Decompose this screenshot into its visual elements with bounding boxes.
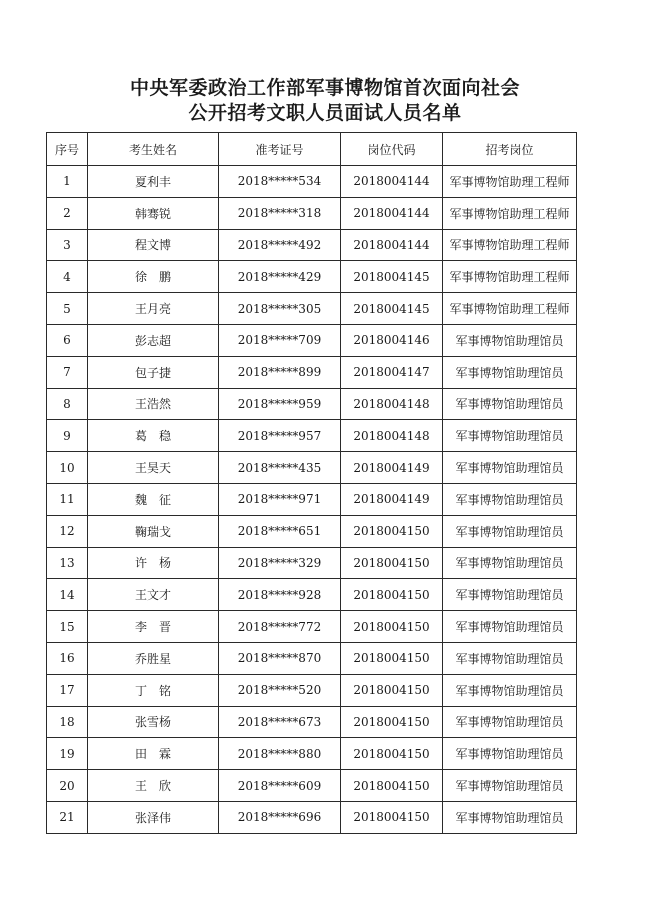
cell-name: 彭志超 (88, 324, 219, 356)
cell-name: 魏 征 (88, 483, 219, 515)
cell-name: 韩骞锐 (88, 197, 219, 229)
table-row (47, 388, 577, 420)
cell-name: 王文才 (88, 579, 219, 611)
cell-name: 程文博 (88, 229, 219, 261)
cell-seq: 10 (47, 452, 88, 484)
cell-seq: 4 (47, 261, 88, 293)
cell-ticket-no: 2018*****609 (219, 770, 341, 802)
cell-ticket-no: 2018*****435 (219, 452, 341, 484)
cell-seq: 1 (47, 166, 88, 198)
cell-position: 军事博物馆助理馆员 (443, 801, 577, 833)
table-row (47, 452, 577, 484)
cell-seq: 6 (47, 324, 88, 356)
cell-name: 葛 稳 (88, 420, 219, 452)
cell-position-code: 2018004144 (341, 197, 443, 229)
cell-name: 王浩然 (88, 388, 219, 420)
cell-ticket-no: 2018*****709 (219, 324, 341, 356)
cell-ticket-no: 2018*****651 (219, 515, 341, 547)
cell-position-code: 2018004150 (341, 547, 443, 579)
cell-ticket-no: 2018*****534 (219, 166, 341, 198)
table-row (47, 515, 577, 547)
cell-ticket-no: 2018*****429 (219, 261, 341, 293)
cell-seq: 14 (47, 579, 88, 611)
cell-position-code: 2018004146 (341, 324, 443, 356)
interview-roster-table (46, 132, 577, 834)
cell-ticket-no: 2018*****696 (219, 801, 341, 833)
cell-ticket-no: 2018*****492 (219, 229, 341, 261)
cell-position: 军事博物馆助理馆员 (443, 356, 577, 388)
cell-position: 军事博物馆助理工程师 (443, 293, 577, 325)
cell-ticket-no: 2018*****957 (219, 420, 341, 452)
cell-position-code: 2018004150 (341, 674, 443, 706)
cell-position: 军事博物馆助理馆员 (443, 324, 577, 356)
cell-ticket-no: 2018*****305 (219, 293, 341, 325)
cell-name: 王月亮 (88, 293, 219, 325)
cell-position: 军事博物馆助理工程师 (443, 229, 577, 261)
table-row (47, 547, 577, 579)
cell-position: 军事博物馆助理馆员 (443, 706, 577, 738)
table-row (47, 261, 577, 293)
title-line-2: 公开招考文职人员面试人员名单 (188, 102, 462, 124)
cell-seq: 21 (47, 801, 88, 833)
cell-position-code: 2018004147 (341, 356, 443, 388)
table-row (47, 420, 577, 452)
cell-seq: 11 (47, 483, 88, 515)
cell-ticket-no: 2018*****870 (219, 642, 341, 674)
cell-seq: 15 (47, 611, 88, 643)
cell-ticket-no: 2018*****772 (219, 611, 341, 643)
cell-name: 鞠瑞戈 (88, 515, 219, 547)
cell-position: 军事博物馆助理馆员 (443, 452, 577, 484)
cell-ticket-no: 2018*****928 (219, 579, 341, 611)
cell-position-code: 2018004150 (341, 738, 443, 770)
header-position-code: 岗位代码 (341, 133, 443, 166)
cell-name: 丁 铭 (88, 674, 219, 706)
table-row (47, 197, 577, 229)
table-row (47, 356, 577, 388)
cell-ticket-no: 2018*****899 (219, 356, 341, 388)
cell-position: 军事博物馆助理馆员 (443, 515, 577, 547)
cell-name: 张泽伟 (88, 801, 219, 833)
cell-position-code: 2018004144 (341, 166, 443, 198)
cell-position: 军事博物馆助理馆员 (443, 483, 577, 515)
cell-ticket-no: 2018*****318 (219, 197, 341, 229)
cell-name: 张雪杨 (88, 706, 219, 738)
table-row (47, 770, 577, 802)
cell-position: 军事博物馆助理馆员 (443, 579, 577, 611)
cell-position-code: 2018004150 (341, 515, 443, 547)
cell-name: 李 晋 (88, 611, 219, 643)
cell-seq: 9 (47, 420, 88, 452)
header-row (47, 133, 577, 166)
cell-position-code: 2018004145 (341, 261, 443, 293)
cell-position-code: 2018004150 (341, 611, 443, 643)
cell-seq: 17 (47, 674, 88, 706)
cell-name: 夏利丰 (88, 166, 219, 198)
cell-position: 军事博物馆助理馆员 (443, 674, 577, 706)
cell-position-code: 2018004148 (341, 420, 443, 452)
cell-position: 军事博物馆助理工程师 (443, 261, 577, 293)
cell-ticket-no: 2018*****673 (219, 706, 341, 738)
cell-position: 军事博物馆助理馆员 (443, 642, 577, 674)
cell-position-code: 2018004149 (341, 452, 443, 484)
table-row (47, 674, 577, 706)
header-position: 招考岗位 (443, 133, 577, 166)
table-row (47, 324, 577, 356)
cell-position: 军事博物馆助理馆员 (443, 388, 577, 420)
table-row (47, 166, 577, 198)
cell-position: 军事博物馆助理馆员 (443, 611, 577, 643)
cell-position-code: 2018004150 (341, 579, 443, 611)
cell-seq: 5 (47, 293, 88, 325)
cell-position-code: 2018004145 (341, 293, 443, 325)
title-line-1: 中央军委政治工作部军事博物馆首次面向社会 (129, 77, 520, 99)
header-ticket-no: 准考证号 (219, 133, 341, 166)
cell-ticket-no: 2018*****880 (219, 738, 341, 770)
cell-name: 乔胜星 (88, 642, 219, 674)
cell-position-code: 2018004150 (341, 642, 443, 674)
table-row (47, 611, 577, 643)
cell-name: 包子捷 (88, 356, 219, 388)
table-row (47, 801, 577, 833)
cell-position: 军事博物馆助理工程师 (443, 166, 577, 198)
cell-name: 许 杨 (88, 547, 219, 579)
table-row (47, 293, 577, 325)
cell-seq: 7 (47, 356, 88, 388)
table-row (47, 642, 577, 674)
cell-position-code: 2018004150 (341, 801, 443, 833)
cell-seq: 2 (47, 197, 88, 229)
cell-position: 军事博物馆助理馆员 (443, 738, 577, 770)
cell-ticket-no: 2018*****329 (219, 547, 341, 579)
cell-seq: 16 (47, 642, 88, 674)
cell-seq: 12 (47, 515, 88, 547)
table-row (47, 738, 577, 770)
cell-position: 军事博物馆助理馆员 (443, 547, 577, 579)
document-title (0, 76, 650, 126)
cell-seq: 20 (47, 770, 88, 802)
cell-seq: 18 (47, 706, 88, 738)
cell-position-code: 2018004150 (341, 770, 443, 802)
table-row (47, 706, 577, 738)
table-row (47, 229, 577, 261)
cell-position-code: 2018004148 (341, 388, 443, 420)
cell-seq: 8 (47, 388, 88, 420)
header-seq: 序号 (47, 133, 88, 166)
cell-position: 军事博物馆助理工程师 (443, 197, 577, 229)
table-header (47, 133, 577, 166)
table-body (47, 166, 577, 834)
cell-name: 王昊天 (88, 452, 219, 484)
header-name: 考生姓名 (88, 133, 219, 166)
table-row (47, 579, 577, 611)
cell-seq: 3 (47, 229, 88, 261)
cell-seq: 19 (47, 738, 88, 770)
cell-position: 军事博物馆助理馆员 (443, 420, 577, 452)
cell-ticket-no: 2018*****959 (219, 388, 341, 420)
cell-name: 徐 鹏 (88, 261, 219, 293)
cell-position-code: 2018004149 (341, 483, 443, 515)
cell-ticket-no: 2018*****520 (219, 674, 341, 706)
cell-position-code: 2018004144 (341, 229, 443, 261)
cell-ticket-no: 2018*****971 (219, 483, 341, 515)
cell-name: 王 欣 (88, 770, 219, 802)
cell-position-code: 2018004150 (341, 706, 443, 738)
cell-position: 军事博物馆助理馆员 (443, 770, 577, 802)
table-row (47, 483, 577, 515)
cell-name: 田 霖 (88, 738, 219, 770)
cell-seq: 13 (47, 547, 88, 579)
